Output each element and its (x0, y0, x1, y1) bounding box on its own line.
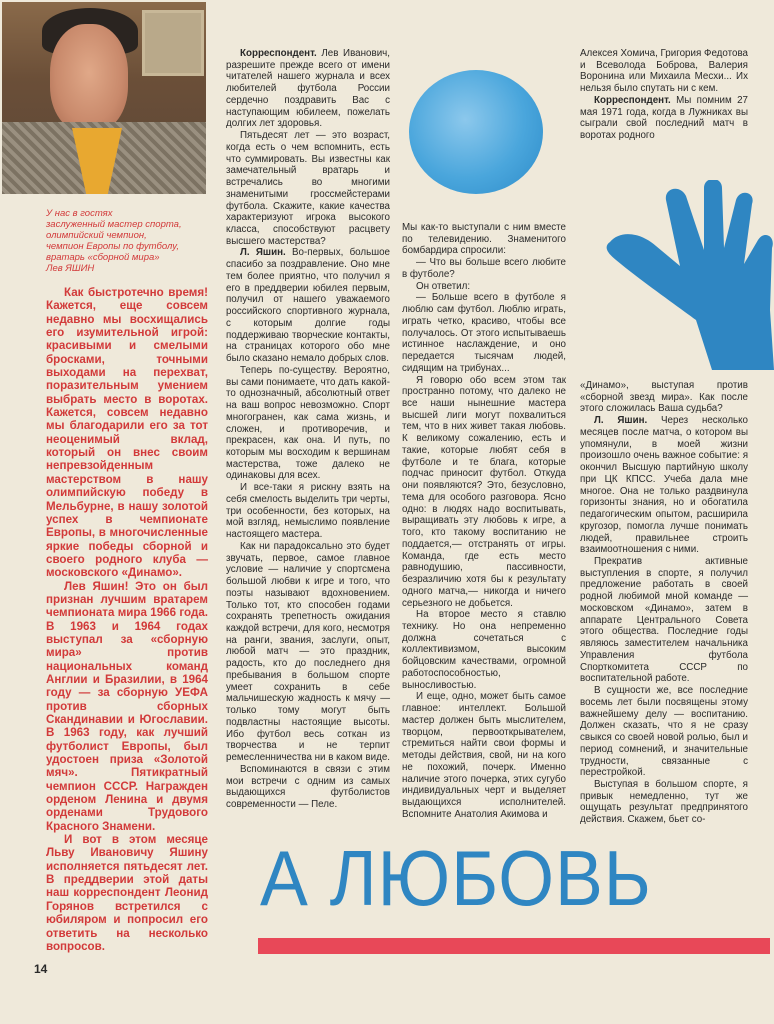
article-paragraph (226, 764, 390, 811)
speaker-label: Л. Яшин. (594, 415, 648, 427)
article-paragraph (580, 95, 748, 142)
caption-line: чемпион Европы по футболу, (46, 241, 179, 252)
article-paragraph (402, 292, 566, 374)
intro-text (46, 286, 208, 953)
headline: А ЛЮБОВЬ (260, 834, 652, 922)
caption-line: вратарь «сборной мира» (46, 252, 160, 263)
article-paragraph (402, 609, 566, 691)
article-paragraph (580, 380, 748, 415)
article-column-2 (226, 48, 390, 811)
paragraph-text: — Что вы больше всего любите в футболе? (402, 257, 566, 280)
red-divider-bar (258, 938, 770, 954)
article-paragraph (580, 415, 748, 556)
paragraph-text: Алексея Хомича, Григория Федотова и Всеволода Боброва, Валерия Воронина или Михаила Месхи... Их нельзя было спутать ни с кем. (580, 48, 748, 95)
article-paragraph (580, 779, 748, 826)
article-column-4-bottom (580, 380, 748, 826)
article-paragraph (402, 222, 566, 257)
article-paragraph (402, 281, 566, 293)
caption-line: У нас в гостях (46, 208, 113, 219)
paragraph-text: Вспоминаются в связи с этим мои встречи с одним из самых выдающихся футболистов современности — Пеле. (226, 763, 390, 810)
paragraph-text: Теперь по-существу. Вероятно, вы сами понимаете, что дать какой-то однозначный, абсолютный ответ на ваш вопрос невозможно. Спорт многогранен, как сама жизнь, и сложен, и противоречив, и прекрасен, как она. И путь, по которым мы восходим к вершинам мастерства, тоже далеко не одинаковы для всех. (226, 364, 390, 482)
paragraph-text: «Динамо», выступая против «сборной звезд мира». Как после этого сложилась Ваша судьба? (580, 380, 748, 415)
page-number: 14 (34, 962, 48, 976)
article-column-4-top (580, 48, 748, 142)
paragraph-text: Выступая в большом спорте, я привык немедленно, тут же ощущать результат предпринятого действия. Скажем, бьет со- (580, 778, 748, 826)
article-paragraph (226, 482, 390, 541)
article-paragraph (226, 247, 390, 364)
portrait-face (50, 24, 128, 132)
paragraph-text: Пятьдесят лет — это возраст, когда есть о чем вспомнить, есть что суммировать. Вы известны как замечательный вратарь и встречались во многими знаменитыми гроссмейстерами футбола. Скажите, какие качества характеризуют игрока высокого класса, способствуют расцвету высшего мастерства? (226, 130, 390, 247)
portrait-photo (2, 2, 206, 194)
paragraph-text: На второе место я ставлю технику. Но она непременно должна сочетаться с коллективизмом, высоким бойцовским качествами, огромной работоспособностью, выносливостью. (402, 609, 566, 691)
paragraph-text: — Больше всего в футболе я люблю сам футбол. Люблю играть, играть четко, красиво, чтобы все получалось. От этого испытываешь истинное наслаждение, и оно передается тысячам людей, сидящим на трибунах... (402, 292, 566, 374)
paragraph-text: Мы помним 27 мая 1971 года, когда в Лужниках вы сыграли свой последний матч в воротах родного (580, 94, 748, 142)
paragraph-text: Мы как-то выступали с ним вместе по телевидению. Знаменитого бомбардира спросили: (402, 222, 566, 257)
article-paragraph (580, 556, 748, 685)
paragraph-text: Как ни парадоксально это будет звучать, первое, самое главное условие — наличие у спортсмена большой любви к игре и того, что поэты называют вдохновением. Только тот, кто способен годами сохранять трепетность ожидания каждой встречи, для кого, несмотря на ранги, звания, заслуги, опыт, любой матч — это праздник, радость, кто до последнего дня пребывания в большом спорте умеет сохранить в себе мальчишескую жадность к мячу — только тому могут быть подвластны настоящие высоты. Ибо футбол весь соткан из творчества и не терпит ремесленничества ни в каком виде. (226, 540, 390, 764)
intro-paragraph: И вот в этом месяце Льву Ивановичу Яшину исполняется пятьдесят лет. В преддверии этой даты наш корреспондент Леонид Горянов встретился с юбиляром и попросил его ответить на несколько вопросов. (46, 833, 208, 953)
goalkeeper-glove-icon (600, 180, 774, 370)
paragraph-text: Прекратив активные выступления в спорте, я получил предложение работать в своей родной любимой мной команде — московском «Динамо», затем в аппарате Центрального Совета этого общества. Последние годы являюсь заместителем начальника Управления футбола Спорткомитета СССР по воспитательной работе. (580, 556, 748, 685)
article-paragraph (402, 691, 566, 820)
caption-line: Лев ЯШИН (46, 263, 95, 274)
intro-paragraph: Как быстротечно время! Кажется, еще совсем недавно мы восхищались его изумительной игрой: красивыми и смелыми бросками, точными выходами на перехват, поразительным умением выбрать место в воротах. Кажется, совсем недавно мы благодарили его за тот неоценимый вклад, который он внес своим непревзойденным мастерством в нашу олимпийскую победу в Мельбурне, в нашу золотой успех в чемпионате Европы, в многочисленные яркие победы сборной и своего родного клуба — московского «Динамо». (46, 286, 208, 580)
intro-paragraph: Лев Яшин! Это он был признан лучшим вратарем чемпионата мира 1966 года. В 1963 и 1964 годах выступал за «сборную мира» против национальных команд Англии и Бразилии, в 1964 году — за сборную УЕФА против сборных Скандинавии и Югославии. В 1963 году, как лучший футболист Европы, был удостоен приза «Золотой мяч». Пятикратный чемпион СССР. Награжден орденом Ленина и двумя орденами Трудового Красного Знамени. (46, 579, 208, 833)
paragraph-text: Я говорю обо всем этом так пространно потому, что далеко не все наши нынешние мастера высшей лиги могут похвалиться тем, что в них живет такая любовь. К великому сожалению, есть и такие, которые любят себя в футболе и те блага, которые подчас приносит футбол. Откуда они появляются? Это, безусловно, тема для особого разговора. Ясно одно: в людях надо воспитывать, выращивать эту любовь к игре, а того, кто такому воспитанию не поддается,— отстранять от игры. Команда, где есть место равнодушию, пассивности, безразличию хотя бы к результату одного матча,— никогда и ничего серьезного не добьется. (402, 374, 566, 609)
paragraph-text: Во-первых, большое спасибо за поздравление. Оно мне тем более приятно, что получил я его в преддверии юбилея первым, получил от нашего уважаемого российского спортивного журнала, с которым долгие годы поддерживаю творческие контакты, на страницах которого обо мне было сказано немало добрых слов. (226, 247, 390, 365)
article-paragraph (226, 541, 390, 764)
speaker-label: Корреспондент. (594, 94, 671, 106)
paragraph-text: Он ответил: (416, 280, 471, 292)
paragraph-text: В сущности же, все последние восемь лет были посвящены этому важнейшему делу — воспитанию. Должен сказать, что я не сразу свыкся со своей новой ролью, был и период сомнений, и значительные трудности, связанные с перестройкой. (580, 685, 748, 779)
paragraph-text: И все-таки я рискну взять на себя смелость выделить три черты, три особенности, без которых, на мой взгляд, немыслимо появление настоящего мастера. (226, 482, 390, 541)
football-ball-illustration (409, 70, 543, 194)
speaker-label: Корреспондент. (240, 48, 317, 59)
paragraph-text: Через несколько месяцев после матча, о котором вы упомянули, в моей жизни произошло очень важное событие: я окончил Высшую партийную школу при ЦК КПСС. Учеба дала мне многое. Она не только раздвинула горизонты знания, но и обогатила педагогическим опытом, расширила кругозор, помогла лучше понимать людей, правильнее строить взаимоотношения с ними. (580, 415, 749, 556)
caption-line: заслуженный мастер спорта, (46, 219, 182, 230)
speaker-label: Л. Яшин. (240, 247, 286, 259)
article-paragraph (580, 48, 748, 95)
paragraph-text: И еще, одно, может быть самое главное: интеллект. Большой мастер должен быть мыслителем, творцом, первооткрывателем, стремиться найти свои формы и методы действия, свой, ни на кого не похожий, почерк. Именно наличие этого почерка, этих сугубо индивидуальных черт и выделяет выдающихся исполнителей. Вспомните Анатолия Акимова и (402, 691, 566, 820)
photo-caption (46, 208, 206, 274)
article-column-3 (402, 222, 566, 820)
paragraph-text: Лев Иванович, разрешите прежде всего от имени читателей нашего журнала и всех любителей футбола России сердечно поздравить Вас с наступающим юбилеем, пожелать долгих лет здоровья. (226, 48, 390, 130)
article-paragraph (226, 48, 390, 130)
article-paragraph (580, 685, 748, 779)
wall-frame (142, 10, 204, 76)
article-paragraph (226, 130, 390, 247)
article-paragraph (402, 257, 566, 280)
caption-line: олимпийский чемпион, (46, 230, 147, 241)
article-paragraph (226, 365, 390, 482)
article-paragraph (402, 375, 566, 610)
